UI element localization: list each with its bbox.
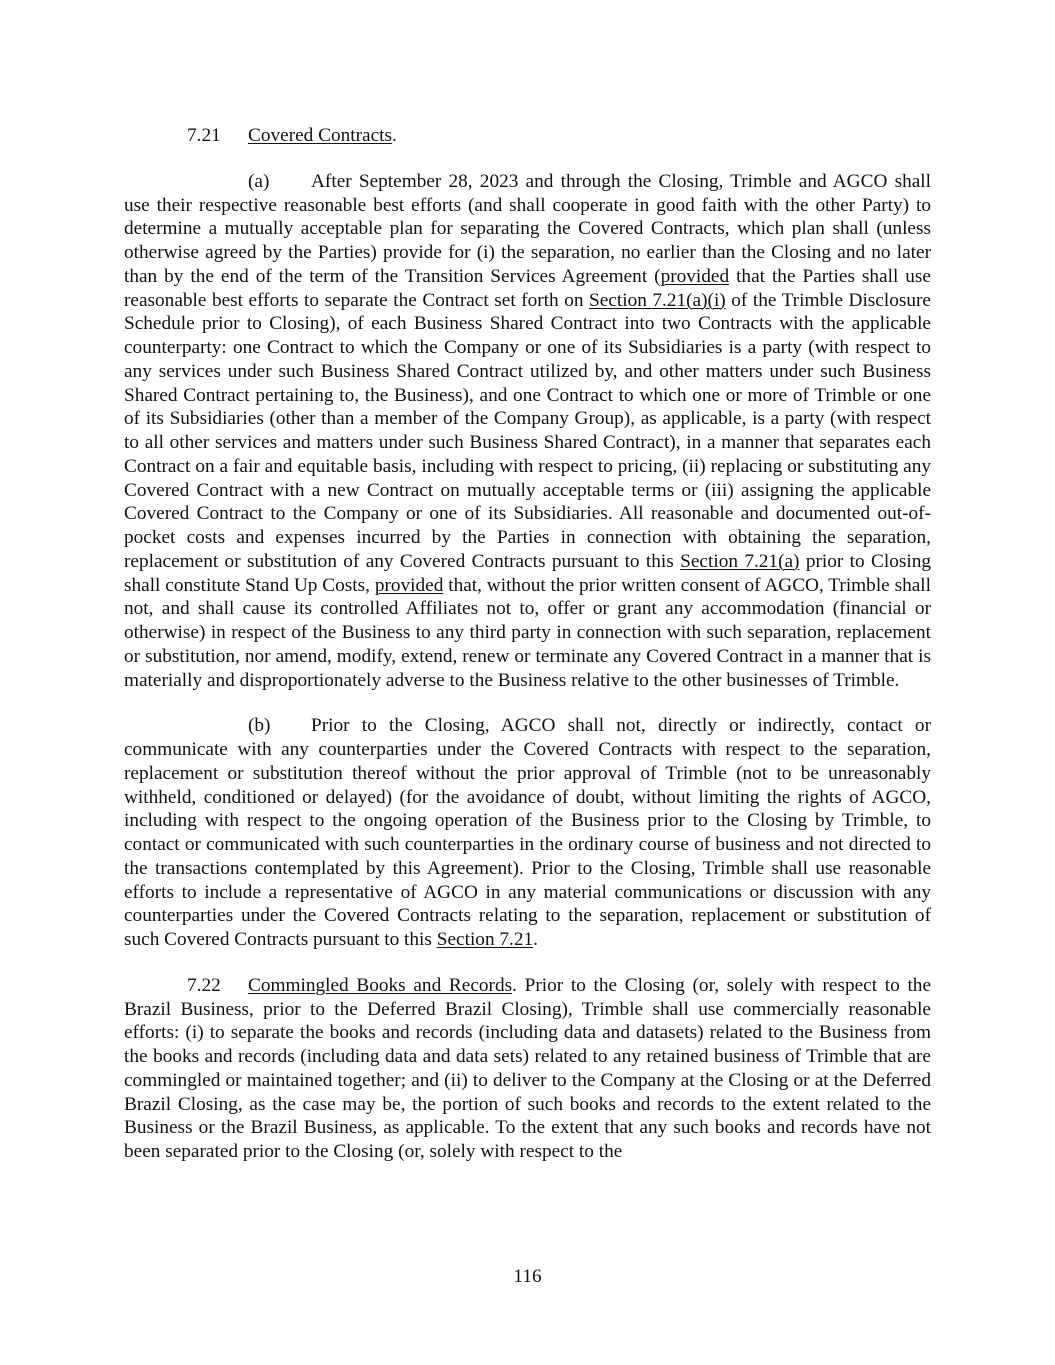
paragraph-text: that, without the prior written consent of AGCO, Trimble shall not, and shall cause its controlled Affiliates not to, offer or grant any accommodation (financial or otherwise) in respect of the Business to any third party in connection with such separation, replacement or substitution, nor amend, modify, extend, renew or terminate any Covered Contract in a manner that is materially and disproportionately adverse to the Business relative to the other businesses of Trimble. [124,574,932,691]
paragraph-text: Prior to the Closing, AGCO shall not, directly or indirectly, contact or communicate with any counterparties under the Covered Contracts with respect to the separation, replacement or substitution thereof without the prior approval of Trimble (not to be unreasonably withheld, conditioned or delayed) (for the avoidance of doubt, without limiting the rights of AGCO, including with respect to the ongoing operation of the Business prior to the Closing by Trimble, to contact or communicated with such counterparties in the ordinary course of business and not directed to the transactions contemplated by this Agreement). Prior to the Closing, Trimble shall use reasonable efforts to include a representative of AGCO in any material communications or discussion with any counterparties under the Covered Contracts relating to the separation, replacement or substitution of such Covered Contracts pursuant to this [124,715,931,950]
section-reference: Section 7.21 [436,929,534,950]
section-title: Covered Contracts [248,125,393,146]
paragraph-label: (b) [248,715,271,737]
section-reference: Section 7.21(a)(i) [589,289,726,311]
paragraph-text: that the Parties shall use reasonable best efforts to separate the Contract set forth on [124,265,931,311]
section-title-period: . [392,125,397,146]
paragraph-7-21-a [124,170,931,693]
underlined-term: provided [374,574,444,596]
paragraph-text: . Prior to the Closing (or, solely with respect to the Brazil Business, prior to the Deferred Brazil Closing), Trimble shall use commercially reasonable efforts: (i) to separate the books and records (including data and datasets) related to the Business from the books and records (including data and data sets) related to any retained business of Trimble that are commingled or maintained together; and (ii) to deliver to the Company at the Closing or at the Deferred Brazil Closing, as the case may be, the portion of such books and records to the extent related to the Business or the Brazil Business, as applicable. To the extent that any such books and records have not been separated prior to the Closing (or, solely with respect to the [124,974,931,1162]
paragraph-text: of the Trimble Disclosure Schedule prior to Closing), of each Business Shared Contract into two Contracts with the applicable counterparty: one Contract to which the Company or one of its Subsidiaries is a party (with respect to any services under such Business Shared Contract utilized by, and other matters under such Business Shared Contract pertaining to, the Business), and one Contract to which one or more of Trimble or one of its Subsidiaries (other than a member of the Company Group), as applicable, is a party (with respect to all other services and matters under such Business Shared Contract), in a manner that separates each Contract on a fair and equitable basis, including with respect to pricing, (ii) replacing or substituting any Covered Contract with a new Contract on mutually acceptable terms or (iii) assigning the applicable Covered Contract to the Company or one of its Subsidiaries. All reasonable and documented out-of-pocket costs and expenses incurred by the Parties in connection with obtaining the separation, replacement or substitution of any Covered Contracts pursuant to this [124,289,931,572]
section-reference: Section 7.21(a) [680,550,800,572]
section-7-22 [124,974,931,1164]
section-number: 7.22 [187,974,221,996]
underlined-term: provided [660,265,730,287]
paragraph-text: . [533,929,538,950]
page-number: 116 [513,1266,542,1287]
section-title: Commingled Books and Records [248,974,513,996]
document-page [124,124,931,1186]
section-number: 7.21 [187,125,221,146]
paragraph-label: (a) [248,170,270,192]
paragraph-7-21-b [124,714,931,952]
paragraph-text: prior to Closing shall constitute Stand Up Costs, [124,550,931,596]
paragraph-text: After September 28, 2023 and through the Closing, Trimble and AGCO shall use their respective reasonable best efforts (and shall cooperate in good faith with the other Party) to determine a mutually acceptable plan for separating the Covered Contracts, which plan shall (unless otherwise agreed by the Parties) provide for (i) the separation, no earlier than the Closing and no later than by the end of the term of the Transition Services Agreement ( [124,170,931,287]
section-7-21-heading [124,124,931,148]
